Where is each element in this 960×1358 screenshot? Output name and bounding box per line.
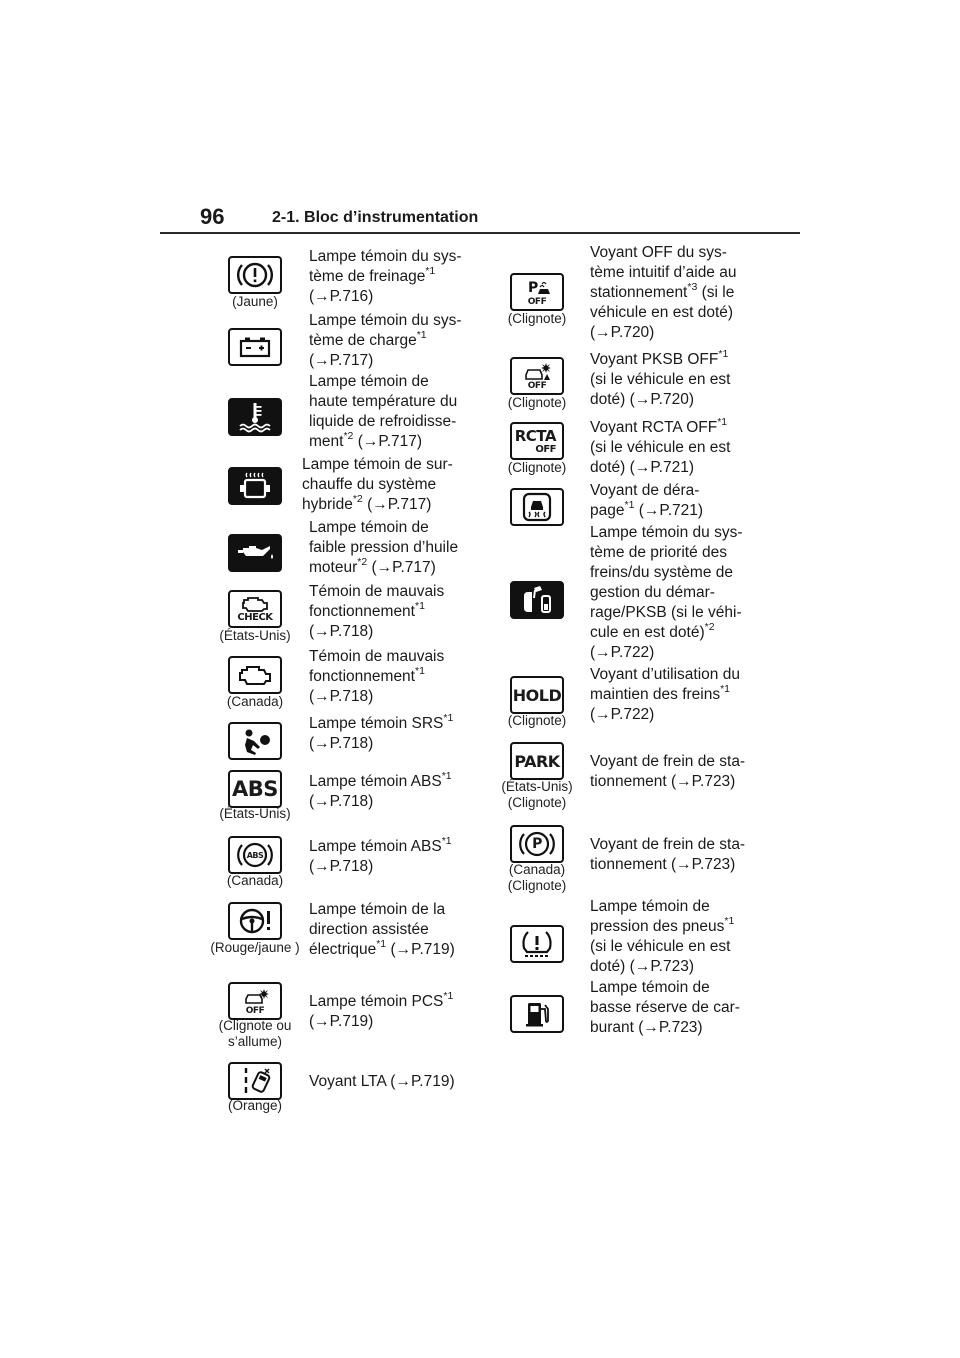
brake-warning-icon	[228, 256, 282, 294]
indicator-description: Lampe témoin du sys- tème de priorité des freins/du système de gestion du démar- rage/PKSB (si le véhi- cule en est doté)$^{*2}$ (→P.722)	[590, 524, 743, 661]
brake-hold-icon: HOLD	[510, 676, 564, 714]
icon-caption: (Jaune)	[232, 294, 278, 309]
svg-text:P: P	[528, 279, 539, 296]
icon-caption: (États-Unis) (Clignote)	[501, 779, 573, 810]
page-number: 96	[200, 204, 225, 229]
parking-brake-circle-icon: P	[510, 825, 564, 863]
hybrid-overheat-icon	[228, 467, 282, 505]
indicator-description: Lampe témoin de sur- chauffe du système hybride$^{*2}$ (→P.717)	[302, 456, 453, 513]
indicator-description: Voyant RCTA OFF$^{*1}$ (si le véhicule en est doté) (→P.721)	[590, 416, 731, 476]
check-engine-icon	[228, 590, 282, 628]
indicator-description: Témoin de mauvais fonctionnement$^{*1}$ (→P.718)	[309, 648, 445, 705]
slip-indicator-icon	[510, 488, 564, 526]
indicator-description: Voyant de frein de sta- tionnement (→P.723)	[590, 753, 746, 790]
icon-caption: (Clignote)	[507, 460, 567, 475]
tire-pressure-icon	[510, 925, 564, 963]
indicator-description: Lampe témoin PCS$^{*1}$ (→P.719)	[309, 990, 454, 1030]
icon-caption: (Rouge/jaune )	[210, 940, 300, 955]
check-label: CHECK	[237, 612, 273, 623]
header-rule	[160, 232, 800, 234]
indicator-description: Lampe témoin de basse réserve de car- burant (→P.723)	[590, 979, 740, 1036]
indicator-description: Témoin de mauvais fonctionnement$^{*1}$ (→P.718)	[309, 583, 445, 640]
lta-icon	[228, 1062, 282, 1100]
indicator-description: Voyant d’utilisation du maintien des freins$^{*1}$ (→P.722)	[590, 666, 740, 723]
icon-caption: (Clignote)	[507, 395, 567, 410]
icon-caption: (Canada)	[226, 873, 284, 888]
indicator-description: Voyant de frein de sta- tionnement (→P.723)	[590, 836, 746, 873]
icon-caption: (États-Unis)	[219, 806, 291, 821]
indicator-description: Lampe témoin de la direction assistée électrique$^{*1}$ (→P.719)	[309, 901, 455, 958]
indicator-description: Lampe témoin du sys- tème de freinage$^{*1}$ (→P.716)	[309, 248, 462, 305]
pksb-off-icon: OFF	[510, 357, 564, 395]
section-title: 2-1. Bloc d’instrumentation	[272, 209, 479, 226]
indicator-description: Lampe témoin SRS$^{*1}$ (→P.718)	[309, 712, 454, 752]
icon-caption: (Canada) (Clignote)	[507, 862, 567, 893]
indicator-description: Lampe témoin de faible pression d’huile moteur$^{*2}$ (→P.717)	[309, 519, 459, 576]
icon-caption: (Clignote)	[507, 713, 567, 728]
coolant-temperature-icon	[228, 398, 282, 436]
oil-pressure-icon	[228, 534, 282, 572]
parking-brake-text-icon: PARK	[510, 742, 564, 780]
indicator-description: Voyant OFF du sys- tème intuitif d’aide au stationnement$^{*3}$ (si le véhicule en est doté) (→P.720)	[590, 244, 737, 341]
indicator-description: Lampe témoin ABS$^{*1}$ (→P.718)	[309, 770, 452, 810]
pcs-off-icon: OFF	[228, 982, 282, 1020]
indicator-description: Voyant LTA (→P.719)	[309, 1073, 455, 1090]
power-steering-icon	[228, 902, 282, 940]
abs-circle-icon: ABS	[228, 836, 282, 874]
battery-icon	[228, 328, 282, 366]
icon-caption: (Canada)	[226, 694, 284, 709]
indicator-description: Lampe témoin de pression des pneus$^{*1}$ (si le véhicule en est doté) (→P.723)	[590, 898, 735, 975]
abs-text-icon: ABS	[228, 770, 282, 808]
brake-override-icon	[510, 581, 564, 619]
srs-airbag-icon	[228, 722, 282, 760]
low-fuel-icon	[510, 995, 564, 1033]
indicator-description: Lampe témoin du sys- tème de charge$^{*1}$ (→P.717)	[309, 312, 462, 369]
rcta-off-icon: RCTA OFF	[510, 422, 564, 460]
indicator-description: Voyant PKSB OFF$^{*1}$ (si le véhicule en est doté) (→P.720)	[590, 348, 731, 408]
parking-assist-off-icon: P OFF	[510, 273, 564, 311]
icon-caption: (Orange)	[227, 1098, 283, 1113]
engine-icon	[228, 656, 282, 694]
indicator-description: Lampe témoin ABS$^{*1}$ (→P.718)	[309, 835, 452, 875]
icon-caption: (États-Unis)	[219, 628, 291, 643]
icon-caption: (Clignote ou s’allume)	[218, 1018, 292, 1049]
icon-caption: (Clignote)	[507, 311, 567, 326]
indicator-description: Voyant de déra- page$^{*1}$ (→P.721)	[590, 482, 704, 519]
indicator-description: Lampe témoin de haute température du liquide de refroidisse- ment$^{*2}$ (→P.717)	[309, 373, 458, 450]
